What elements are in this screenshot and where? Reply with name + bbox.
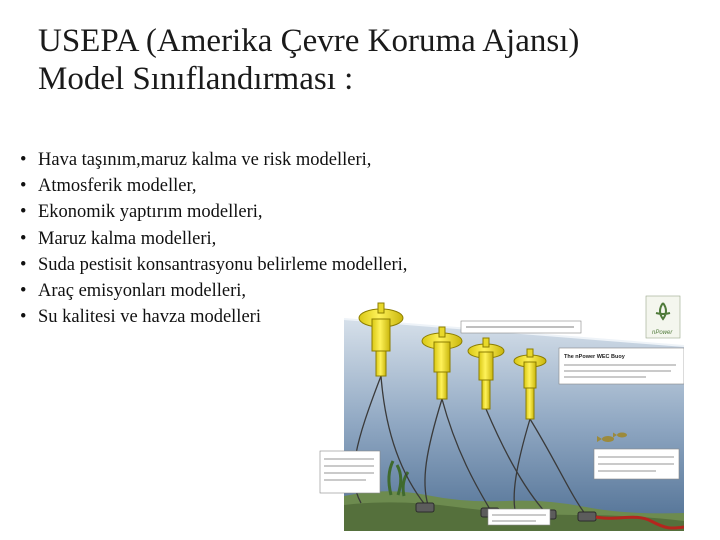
- bullet-marker: •: [20, 254, 27, 275]
- title-line-2: Model Sınıflandırması :: [38, 61, 354, 97]
- bullet-text: Suda pestisit konsantrasyonu belirleme modelleri,: [38, 254, 408, 275]
- bullet-item: [20, 173, 407, 199]
- logo-text: nPower: [652, 330, 673, 336]
- callout-top: [461, 321, 581, 333]
- wave-energy-buoy-illustration: [316, 291, 684, 531]
- bullet-marker: •: [20, 202, 27, 223]
- callout-heading-box: [559, 348, 684, 384]
- bullet-text: Hava taşınım,maruz kalma ve risk modelleri,: [38, 150, 372, 170]
- callout-heading: The nPower WEC Buoy: [564, 354, 625, 360]
- bullet-text: Ekonomik yaptırım modelleri,: [38, 202, 263, 223]
- bullet-marker: •: [20, 228, 27, 249]
- bullet-marker: •: [20, 176, 27, 197]
- bullet-text: Maruz kalma modelleri,: [38, 228, 217, 249]
- bullet-item: [20, 199, 407, 225]
- bullet-item: [20, 147, 407, 173]
- callout-bottom: [488, 509, 550, 525]
- bullet-text: Su kalitesi ve havza modelleri: [38, 307, 261, 328]
- bullet-text: Araç emisyonları modelleri,: [38, 281, 247, 302]
- bullet-text: Atmosferik modeller,: [38, 176, 197, 197]
- callout-left: [320, 451, 380, 493]
- slide-title: [38, 22, 708, 98]
- title-line-1: USEPA (Amerika Çevre Koruma Ajansı): [38, 23, 580, 59]
- bullet-item: [20, 252, 407, 278]
- callout-right: [594, 449, 679, 479]
- bullet-item: [20, 226, 407, 252]
- bullet-marker: •: [20, 150, 27, 170]
- bullet-marker: •: [20, 307, 27, 328]
- bullet-marker: •: [20, 281, 27, 302]
- npower-logo: [646, 296, 680, 338]
